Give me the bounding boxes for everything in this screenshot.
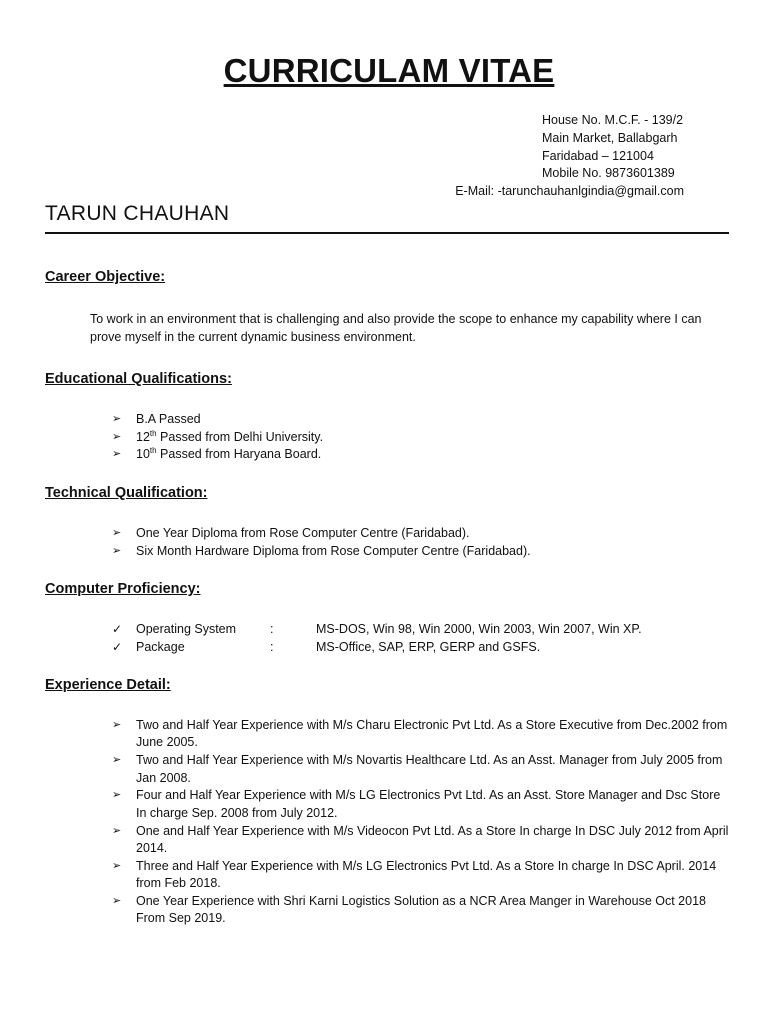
experience-item: ➢ One and Half Year Experience with M/s Videocon Pvt Ltd. As a Store In charge In DSC July 2012 from April 2014.	[112, 823, 729, 856]
address-block	[0, 112, 684, 201]
arrow-bullet-icon: ➢	[112, 859, 122, 872]
email-address: E-Mail: -tarunchauhanlgindia@gmail.com	[455, 184, 684, 199]
career-objective-heading: Career Objective:	[45, 269, 166, 285]
experience-item: ➢ Three and Half Year Experience with M/s LG Electronics Pvt Ltd. As a Store In charge In DSC April. 2014 from Feb 2018.	[112, 858, 717, 891]
education-item: ➢ 10th Passed from Haryana Board.	[112, 446, 732, 464]
proficiency-separator: :	[270, 622, 274, 636]
technical-heading: Technical Qualification:	[45, 485, 208, 501]
experience-item: ➢ Four and Half Year Experience with M/s LG Electronics Pvt Ltd. As an Asst. Store Manager and Dsc Store In charge Sep. 2008 from July 2012.	[112, 788, 721, 820]
document-title: CURRICULAM VITAE	[223, 52, 555, 89]
address-line-2: Main Market, Ballabgarh	[542, 130, 678, 145]
arrow-bullet-icon: ➢	[112, 413, 122, 425]
check-bullet-icon: ✓	[112, 622, 123, 636]
arrow-bullet-icon: ➢	[112, 895, 122, 908]
candidate-name: TARUN CHAUHAN	[45, 202, 230, 225]
arrow-bullet-icon: ➢	[112, 527, 122, 539]
technical-list	[112, 525, 732, 560]
technical-item: ➢ One Year Diploma from Rose Computer Centre (Faridabad).	[112, 525, 732, 543]
arrow-bullet-icon: ➢	[112, 430, 122, 443]
arrow-bullet-icon: ➢	[112, 448, 122, 461]
proficiency-separator: :	[270, 639, 274, 654]
computer-heading: Computer Proficiency:	[45, 581, 201, 597]
education-heading: Educational Qualifications:	[45, 371, 232, 387]
arrow-bullet-icon: ➢	[112, 754, 122, 767]
technical-item: ➢ Six Month Hardware Diploma from Rose Computer Centre (Faridabad).	[112, 543, 732, 561]
arrow-bullet-icon: ➢	[112, 544, 122, 557]
mobile-number: Mobile No. 9873601389	[542, 166, 675, 181]
proficiency-label: Package	[136, 639, 185, 654]
proficiency-row	[112, 621, 732, 639]
proficiency-label: Operating System	[136, 622, 237, 636]
computer-proficiency-table	[112, 621, 732, 656]
proficiency-row	[112, 639, 732, 657]
career-objective-text: To work in an environment that is challenging and also provide the scope to enhance my capability where I can prove myself in the current dynamic business environment.	[90, 312, 702, 344]
experience-item: ➢ Two and Half Year Experience with M/s Novartis Healthcare Ltd. As an Asst. Manager from July 2005 from Jan 2008.	[112, 753, 723, 785]
name-divider	[45, 232, 729, 234]
education-item: ➢ B.A Passed	[112, 411, 732, 429]
arrow-bullet-icon: ➢	[112, 719, 122, 731]
address-line-3: Faridabad – 121004	[542, 148, 654, 163]
proficiency-value: MS-Office, SAP, ERP, GERP and GSFS.	[316, 639, 541, 654]
education-item: ➢ 12th Passed from Delhi University.	[112, 429, 732, 447]
arrow-bullet-icon: ➢	[112, 789, 122, 802]
check-bullet-icon: ✓	[112, 639, 123, 654]
arrow-bullet-icon: ➢	[112, 824, 122, 837]
proficiency-value: MS-DOS, Win 98, Win 2000, Win 2003, Win 2007, Win XP.	[316, 622, 642, 636]
experience-heading: Experience Detail:	[45, 677, 171, 693]
address-line-1: House No. M.C.F. - 139/2	[542, 113, 684, 127]
experience-item: ➢ One Year Experience with Shri Karni Logistics Solution as a NCR Area Manger in Warehouse Oct 2018 From Sep 2019.	[112, 894, 706, 926]
experience-item: ➢ Two and Half Year Experience with M/s Charu Electronic Pvt Ltd. As a Store Executive from Dec.2002 from June 2005.	[112, 718, 728, 750]
experience-list	[112, 717, 732, 928]
education-list	[112, 411, 732, 464]
